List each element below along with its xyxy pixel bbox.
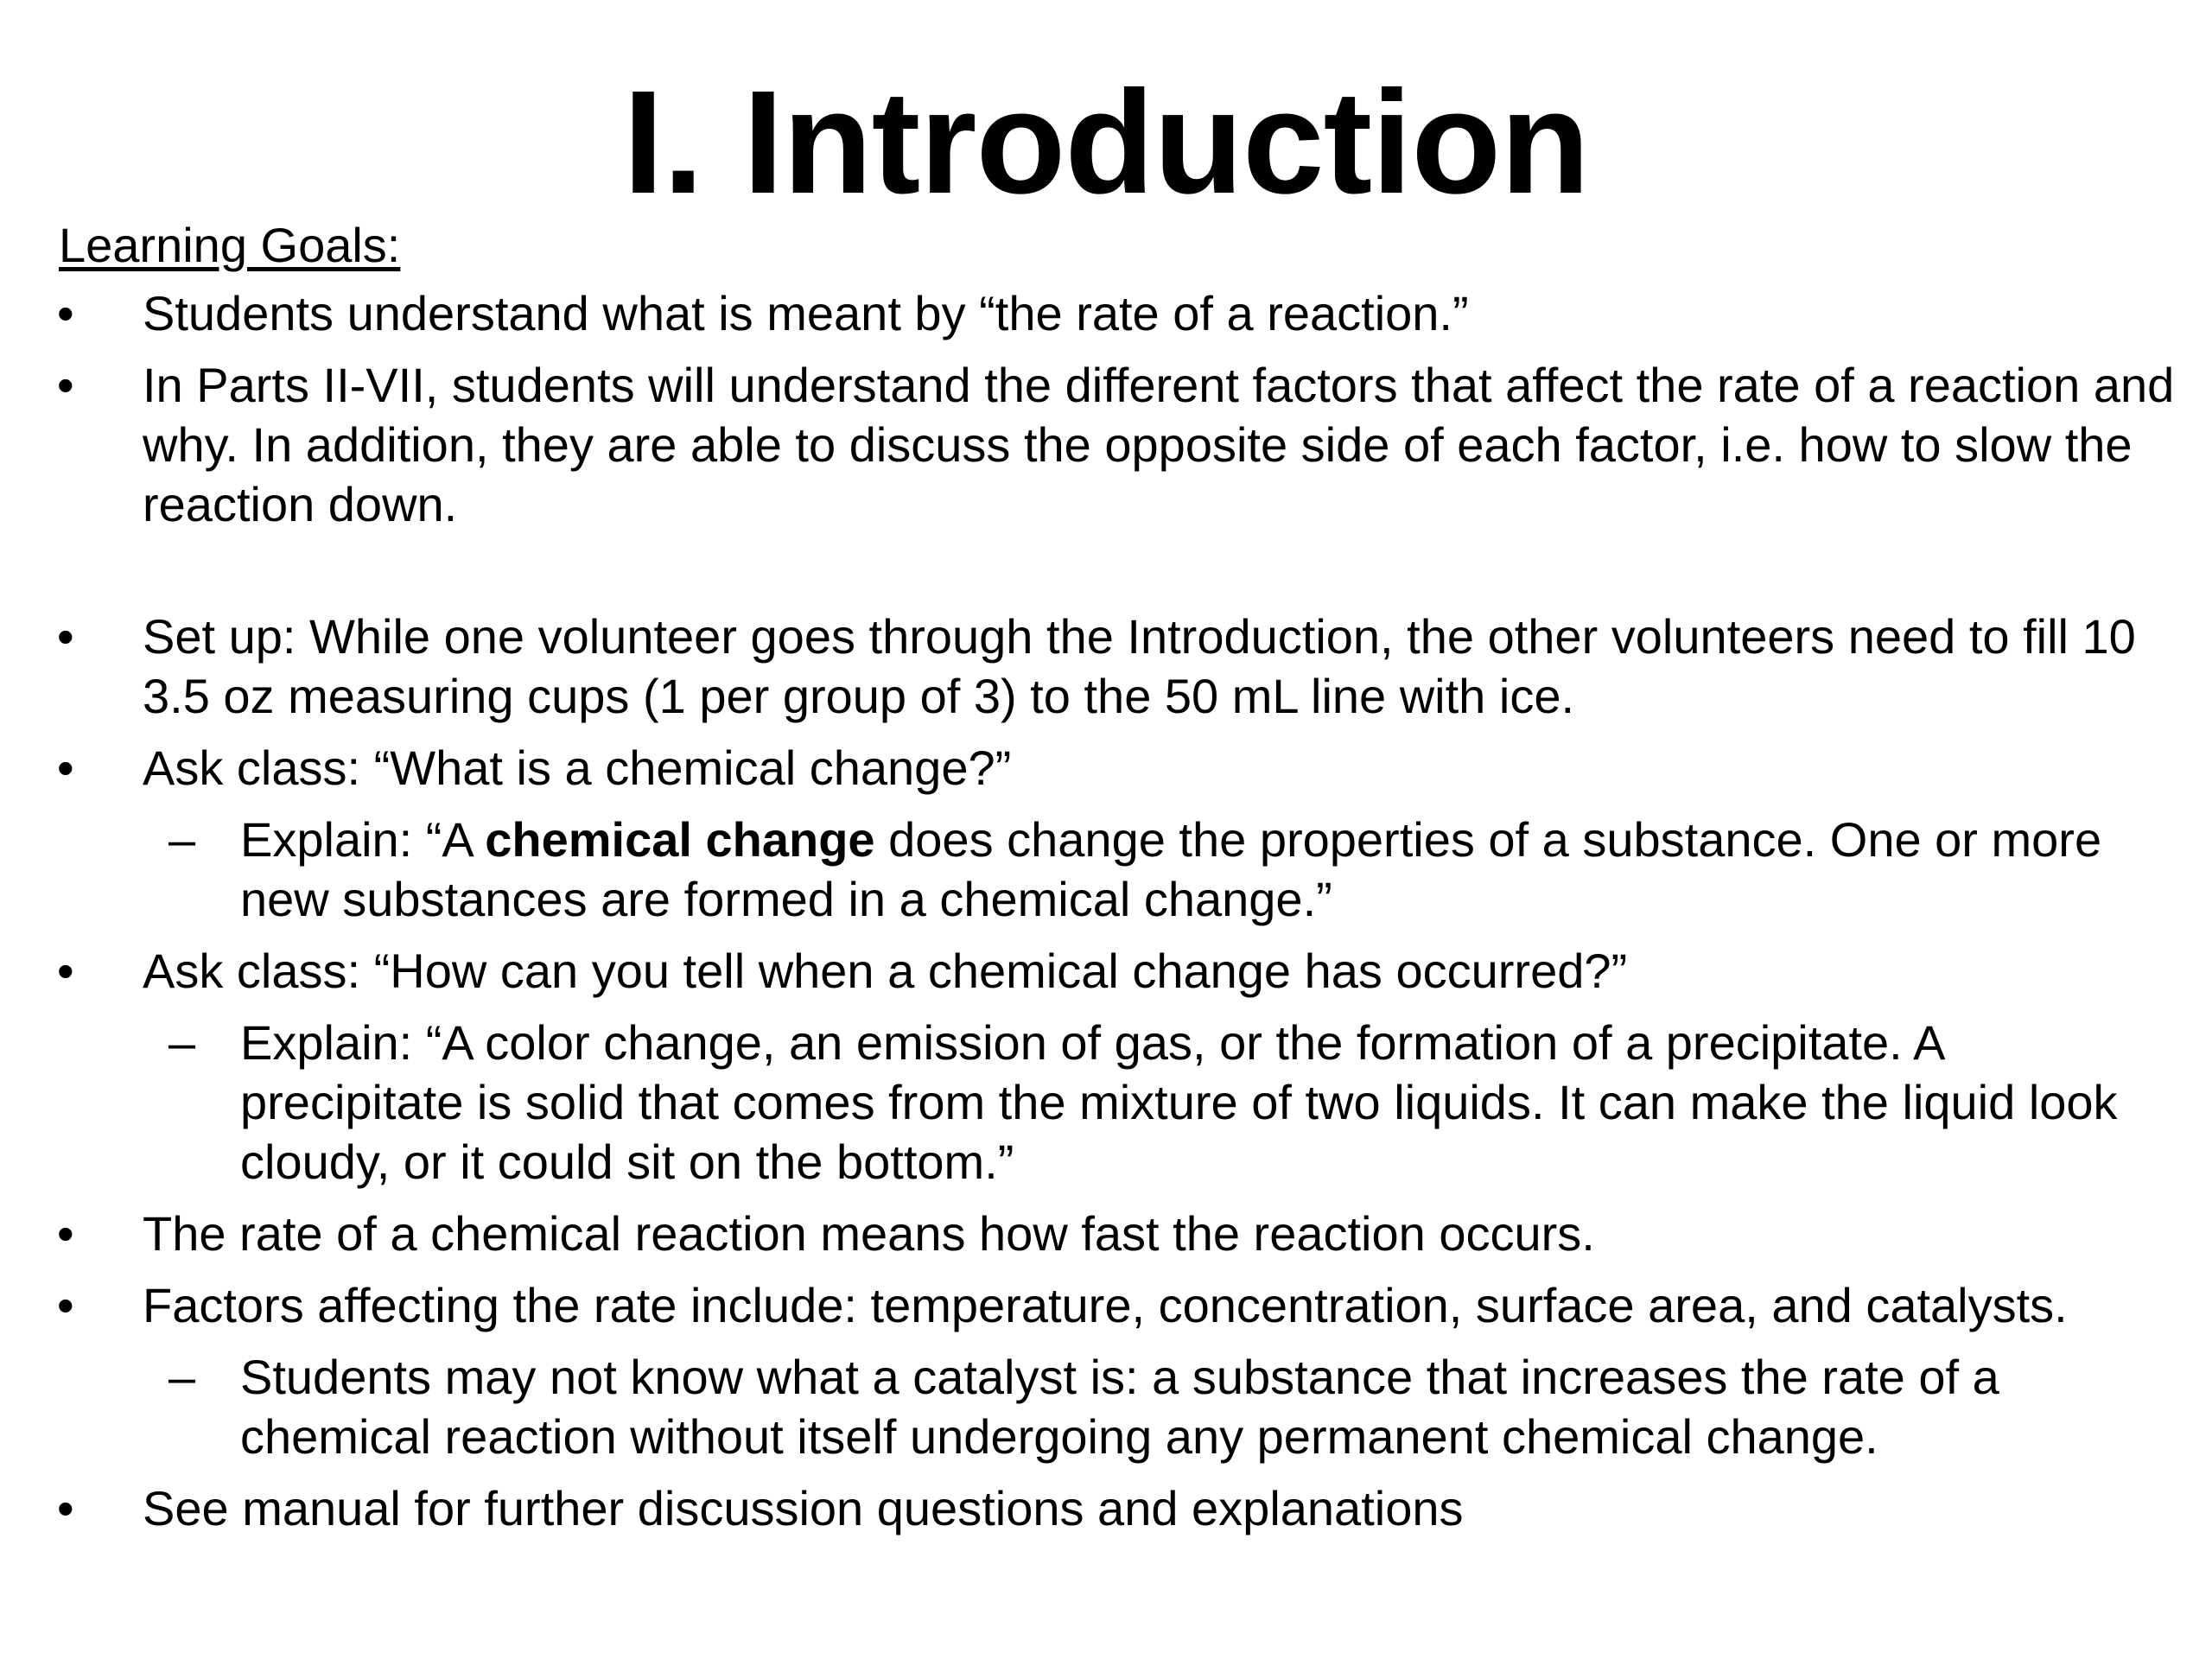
list-item-text: Ask class: “How can you tell when a chemical change has occurred?”	[143, 944, 1628, 998]
bullet-marker: •	[57, 944, 74, 998]
bullet-marker: •	[57, 741, 74, 795]
list-item-rate-meaning	[0, 283, 2199, 343]
dash-marker: –	[168, 1015, 196, 1070]
list-item-text: Students understand what is meant by “the rate of a reaction.”	[143, 286, 1469, 340]
sub-item-explain-signs	[0, 1013, 2167, 1192]
list-item-text: Set up: While one volunteer goes through the Introduction, the other volunteers need to fill 10 3.5 oz measuring cups (1 per group of 3) to the 50 mL line with ice.	[143, 609, 2136, 723]
list-item-text: Ask class: “What is a chemical change?”	[143, 741, 1012, 795]
list-item-text: Students may not know what a catalyst is: a substance that increases the rate of a chemical reaction without itself undergoing any permanent chemical change.	[240, 1350, 1999, 1464]
bold-term-chemical-change: chemical change	[485, 812, 875, 867]
bullet-list	[0, 283, 2212, 1550]
list-item-factors-goal	[0, 355, 2199, 534]
list-item-text-pre: Explain: “A	[240, 812, 486, 867]
list-item-text-post: does change the properties of a substance. One or more new substances are formed in a chemical change.”	[240, 812, 2102, 926]
list-item-text: See manual for further discussion questions and explanations	[143, 1481, 1464, 1535]
dash-marker: –	[168, 1350, 196, 1404]
bullet-marker: •	[57, 1278, 74, 1332]
bullet-marker: •	[57, 286, 74, 340]
list-item-ask-chemical-change	[0, 738, 2199, 798]
page-title: I. Introduction	[622, 60, 1590, 225]
learning-goals-heading: Learning Goals:	[59, 218, 401, 272]
list-item-ask-occurred	[0, 941, 2199, 1001]
bullet-marker: •	[57, 1481, 74, 1535]
list-item-text: In Parts II-VII, students will understand the different factors that affect the rate of a reaction and why. In addition, they are able to discuss the opposite side of each factor, i.e. how to slow the reaction down.	[143, 358, 2175, 531]
list-item-text: Factors affecting the rate include: temperature, concentration, surface area, and catalysts.	[143, 1278, 2068, 1332]
list-item-text: Explain: “A color change, an emission of gas, or the formation of a precipitate. A precipitate is solid that comes from the mixture of two liquids. It can make the liquid look cloudy, or it could sit on the bottom.”	[240, 1015, 2118, 1189]
sub-item-catalyst	[0, 1347, 2167, 1466]
bullet-marker: •	[57, 358, 74, 412]
bullet-marker: •	[57, 1206, 74, 1261]
sub-item-explain-chemical-change	[0, 810, 2167, 929]
dash-marker: –	[168, 812, 196, 867]
list-item-rate-definition	[0, 1204, 2199, 1263]
list-item-factors	[0, 1275, 2199, 1335]
bullet-marker: •	[57, 609, 74, 664]
list-item-setup	[0, 607, 2199, 726]
list-item-text: The rate of a chemical reaction means how fast the reaction occurs.	[143, 1206, 1595, 1261]
list-item-see-manual	[0, 1478, 2199, 1538]
